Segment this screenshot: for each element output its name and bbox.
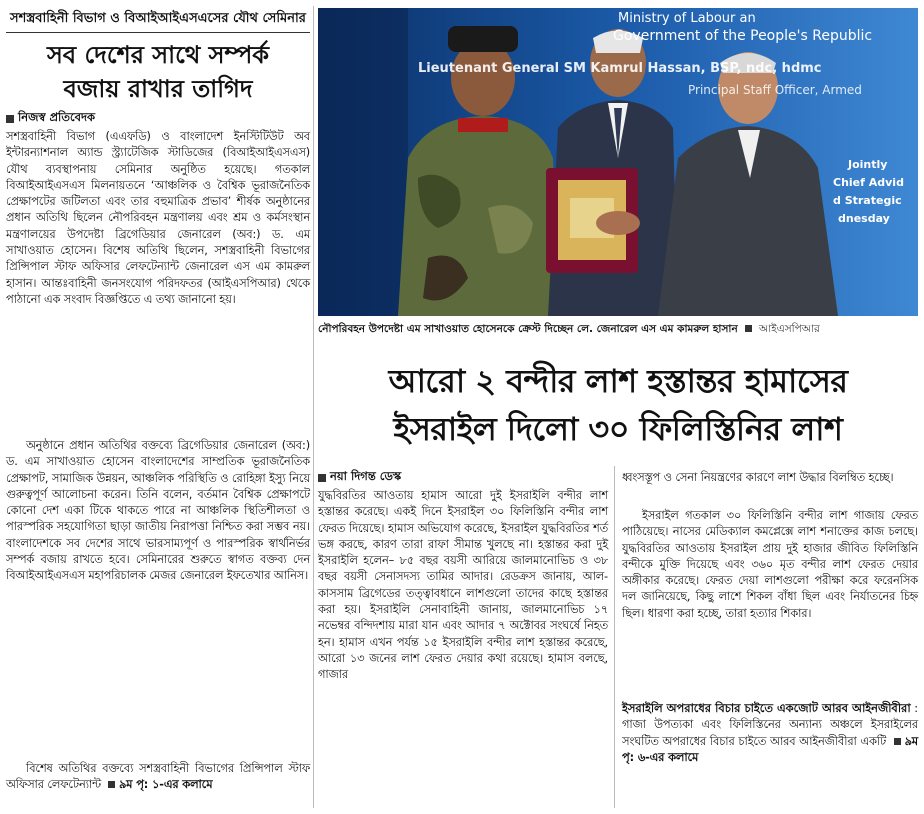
left-jump-link[interactable]: ৯ম পৃ: ১-এর কলামে	[118, 778, 213, 792]
banner-text-1: Ministry of Labour an	[618, 11, 756, 26]
banner-role: Principal Staff Officer, Armed	[688, 83, 862, 97]
article-headline	[6, 38, 310, 106]
photo-illustration	[318, 8, 918, 316]
photo-credit: আইএসপিআর	[759, 323, 820, 335]
main-col2-paragraph-3-text: : গাজা উপত্যকা এবং ফিলিস্তিনের অন্যান্য অঞ্চলে ইসরাইলের সংঘটিত অপরাধের বিচার চাইতে আরব আইনজীবীরা একটি	[622, 702, 919, 748]
byline-text: নিজস্ব প্রতিবেদক	[18, 110, 96, 124]
caption-text: নৌপরিবহন উপদেষ্টা এম সাখাওয়াত হোসেনকে ক্রেস্ট দিচ্ছেন লে. জেনারেল এস এম কামরুল হাসান	[318, 323, 738, 335]
banner-text-2: Government of the People's Republic	[613, 28, 873, 44]
main-byline-text: নয়া দিগন্ত ডেস্ক	[330, 469, 402, 483]
headline-line-2: বজায় রাখার তাগিদ	[63, 75, 253, 103]
left-article	[6, 6, 310, 808]
headline-line-1: সব দেশের সাথে সম্পর্ক	[46, 41, 270, 69]
main-col2-paragraph-1: ধ্বংসস্তূপ ও সেনা নিয়ন্ত্রণের কারণে লাশ উদ্ধার বিলম্বিত হচ্ছে।	[622, 471, 894, 484]
banner-side-1: Jointly	[848, 158, 888, 171]
main-headline-line-1: আরো ২ বন্দীর লাশ হস্তান্তর হামাসের	[388, 362, 848, 400]
main-headline-line-2: ইসরাইল দিলো ৩০ ফিলিস্তিনির লাশ	[393, 410, 843, 448]
left-paragraph-2: অনুষ্ঠানে প্রধান অতিথির বক্তব্যে ব্রিগেডিয়ার জেনারেল (অব:) ড. এম সাখাওয়াত হোসেন বাংলাদেশের সাম্প্রতিক ভূরাজনৈতিক প্রেক্ষাপট, সামাজিক উন্নয়ন, আঞ্চলিক পরিস্থিতি ও রোহিঙ্গা ইস্যু নিয়ে গুরুত্বপূর্ণ আলোচনা করেন। তিনি বলেন, বর্তমান বৈশ্বিক প্রেক্ষাপটে কোনো দেশ একা টিকে থাকতে পারে না আঞ্চলিক স্থিতিশীলতা ও পারস্পরিক সহযোগিতা ছাড়া জাতীয় নিরাপত্তা নিশ্চিত করা সম্ভব নয়। বাংলাদেশকে সব দেশের সাথে ভারসাম্যপূর্ণ ও পারস্পরিক স্বার্থনির্ভর সম্পর্ক বজায় রাখতে হবে। সেমিনারের শুরুতে স্বাগত বক্তব্য দেন বিআইআইএসএস মহাপরিচালক মেজর জেনারেল ইফতেখার আনিস।	[6, 439, 310, 583]
main-byline-bullet-icon	[318, 474, 326, 482]
main-col1-paragraph: যুদ্ধবিরতির আওতায় হামাস আরো দুই ইসরাইলি বন্দীর লাশ হস্তান্তর করেছে। একই দিনে ইসরাইল ৩০ ফিলিস্তিনি বন্দীর লাশ ফেরত দিয়েছে। হামাস অভিযোগ করেছে, ইসরাইল যুদ্ধবিরতির শর্ত ভঙ্গ করছে, কারণ তারা রাফা সীমান্ত খুলছে না। হস্তান্তর করা দুই ইসরাইলি হলেন– ৮৫ বছর বয়সী আরিয়ে জালমানোভিচ ও ৩৮ বছর বয়সী সেনাসদস্য তামির আদার। রেডক্রস জানায়, আল-কাসসাম ব্রিগেডের তত্ত্বাবধানে লাশগুলো তাদের কাছে হস্তান্তর করা হয়। ইসরাইলি সেনাবাহিনী জানায়, জালমানোভিচ ১৭ নভেম্বর বন্দিদশায় মারা যান এবং আদার ৭ অক্টোবর সংঘর্ষে নিহত হন। হামাস এখন পর্যন্ত ১৫ ইসরাইলি বন্দীর লাশ হস্তান্তর করেছে, আরো ১৩ জনের লাশ ফেরত দেয়ার কথা রয়েছে। হামাস বলছে, গাজার	[318, 489, 608, 682]
column-divider	[313, 6, 314, 808]
jump-bullet-icon	[108, 781, 115, 788]
left-paragraph-3	[6, 761, 310, 794]
main-col2-paragraph-3	[622, 700, 918, 766]
left-paragraph-3-text: বিশেষ অতিথির বক্তব্যে সশস্ত্রবাহিনী বিভাগের প্রিন্সিপাল স্টাফ অফিসার লেফটেন্যান্ট	[6, 762, 310, 792]
banner-side-4: dnesday	[838, 212, 890, 225]
article-byline	[6, 109, 95, 128]
news-photo	[318, 8, 918, 316]
main-col2-paragraph-2: ইসরাইল গতকাল ৩০ ফিলিস্তিনি বন্দীর লাশ গাজায় ফেরত পাঠিয়েছে। নাসের মেডিক্যাল কমপ্লেক্সে লাশ শনাক্তের কাজ চলছে। যুদ্ধবিরতির আওতায় ইসরাইল প্রায় দুই হাজার জীবিত ফিলিস্তিনি বন্দীকে মুক্তি দিয়েছে এবং ৩৬০ মৃত বন্দীর লাশ ফেরত দেয়ার অঙ্গীকার করেছে। ফেরত দেয়া লাশগুলো পরীক্ষা করে ফরেনসিক দল জানিয়েছে, কিছু লাশে শিকল বাঁধা ছিল এবং নির্যাতনের চিহ্ন ছিল। ধারণা করা হচ্ছে, তারা হত্যার শিকার।	[622, 509, 918, 620]
main-byline	[318, 468, 401, 487]
main-headline	[318, 357, 918, 453]
caption-bullet-icon	[745, 325, 752, 332]
banner-side-3: d Strategic	[833, 194, 902, 207]
main-column-divider	[614, 466, 615, 808]
byline-bullet-icon	[6, 115, 14, 123]
main-jump-link[interactable]: ৯ম পৃ: ৬-এর কলামে	[622, 734, 918, 764]
main-jump-bullet-icon	[894, 738, 901, 745]
banner-side-2: Chief Advid	[833, 176, 904, 189]
left-paragraph-1: সশস্ত্রবাহিনী বিভাগ (এএফডি) ও বাংলাদেশ ইনস্টিটিউট অব ইন্টারন্যাশনাল অ্যান্ড স্ট্র্যাটেজিক স্টাডিজের (বিআইআইএসএস) যৌথ ব্যবস্থাপনায় সেমিনার অনুষ্ঠিত হয়েছে। গতকাল বিআইআইএসএস মিলনায়তনে ‘আঞ্চলিক ও বৈশ্বিক ভূরাজনৈতিক প্রেক্ষাপটের জটিলতা এবং তার বহুমাত্রিক প্রভাব’ শীর্ষক অনুষ্ঠানের প্রধান অতিথি ছিলেন নৌপরিবহন মন্ত্রণালয় এবং শ্রম ও কর্মসংস্থান মন্ত্রণালয়ের উপদেষ্টা ব্রিগেডিয়ার জেনারেল (অব:) ড. এম সাখাওয়াত হোসেন। বিশেষ অতিথি ছিলেন, সশস্ত্রবাহিনী বিভাগের প্রিন্সিপাল স্টাফ অফিসার লেফটেন্যান্ট জেনারেল এস এম কামরুল হাসান। আন্তঃবাহিনী জনসংযোগ পরিদফতর (আইএসপিআর) থেকে পাঠানো এক সংবাদ বিজ্ঞপ্তিতে এ তথ্য জানানো হয়।	[6, 130, 310, 306]
photo-caption	[318, 321, 918, 337]
main-subhead: ইসরাইলি অপরাধের বিচার চাইতে একজোট আরব আইনজীবীরা	[622, 701, 911, 715]
banner-name: Lieutenant General SM Kamrul Hassan, BSP, ndc, hdmc	[418, 61, 822, 76]
article-kicker: সশস্ত্রবাহিনী বিভাগ ও বিআইআইএসএসের যৌথ সেমিনার	[6, 6, 310, 33]
